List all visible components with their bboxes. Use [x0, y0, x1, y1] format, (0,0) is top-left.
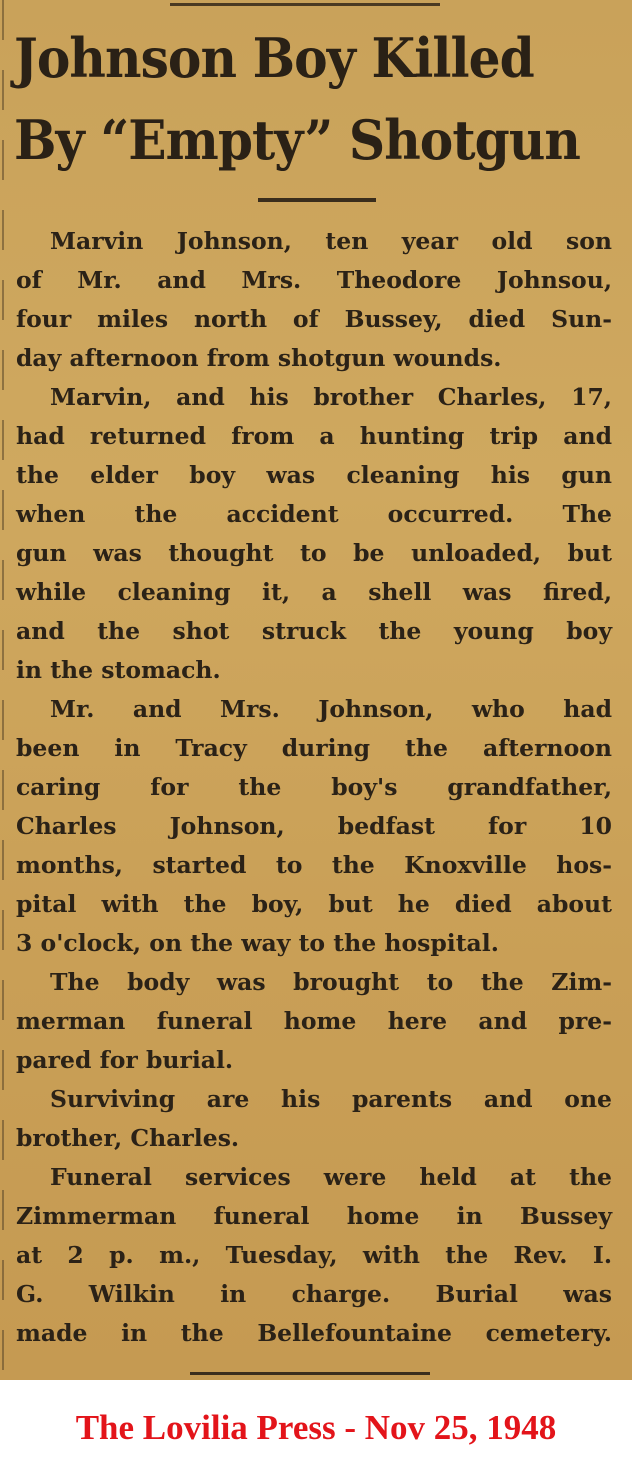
article-line: The body was brought to the Zim- — [50, 968, 612, 996]
article-line: Marvin Johnson, ten year old son — [50, 227, 612, 255]
bottom-rule — [190, 1372, 430, 1375]
article-line: in the stomach. — [16, 656, 221, 684]
article-line: while cleaning it, a shell was fired, — [16, 578, 612, 606]
article-line: Marvin, and his brother Charles, 17, — [50, 383, 612, 411]
article-line: Zimmerman funeral home in Bussey — [16, 1202, 612, 1230]
article-line: at 2 p. m., Tuesday, with the Rev. I. — [16, 1241, 612, 1269]
article-line: pital with the boy, but he died about — [16, 890, 612, 918]
article-line: brother, Charles. — [16, 1124, 240, 1152]
article-line: been in Tracy during the afternoon — [16, 734, 612, 762]
top-rule — [170, 3, 440, 6]
article-line: Funeral services were held at the — [50, 1163, 612, 1191]
headline-line-2: By “Empty” Shotgun — [14, 108, 580, 172]
article-line: caring for the boy's grandfather, — [16, 773, 612, 801]
article-line: when the accident occurred. The — [16, 500, 612, 528]
article-line: Surviving are his parents and one — [50, 1085, 612, 1113]
article-line: gun was thought to be unloaded, but — [16, 539, 612, 567]
article-line: four miles north of Bussey, died Sun- — [16, 305, 612, 333]
article-line: G. Wilkin in charge. Burial was — [16, 1280, 612, 1308]
article-line: Charles Johnson, bedfast for 10 — [16, 812, 612, 840]
source-caption: The Lovilia Press - Nov 25, 1948 — [75, 1408, 557, 1447]
article-line: had returned from a hunting trip and — [16, 422, 612, 450]
article-line: pared for burial. — [16, 1046, 234, 1074]
article-line: of Mr. and Mrs. Theodore Johnsou, — [16, 266, 612, 294]
headline-divider — [258, 198, 376, 202]
article-line: the elder boy was cleaning his gun — [16, 461, 612, 489]
article-line: made in the Bellefountaine cemetery. — [16, 1319, 612, 1347]
article-line: 3 o'clock, on the way to the hospital. — [16, 929, 499, 957]
article-line: Mr. and Mrs. Johnson, who had — [50, 695, 612, 723]
article-body — [16, 222, 612, 1353]
headline-line-1: Johnson Boy Killed — [14, 26, 534, 90]
article-line: and the shot struck the young boy — [16, 617, 612, 645]
article-line: day afternoon from shotgun wounds. — [16, 344, 502, 372]
article-line: merman funeral home here and pre- — [16, 1007, 612, 1035]
article-line: months, started to the Knoxville hos- — [16, 851, 612, 879]
column-edge — [2, 0, 4, 1380]
